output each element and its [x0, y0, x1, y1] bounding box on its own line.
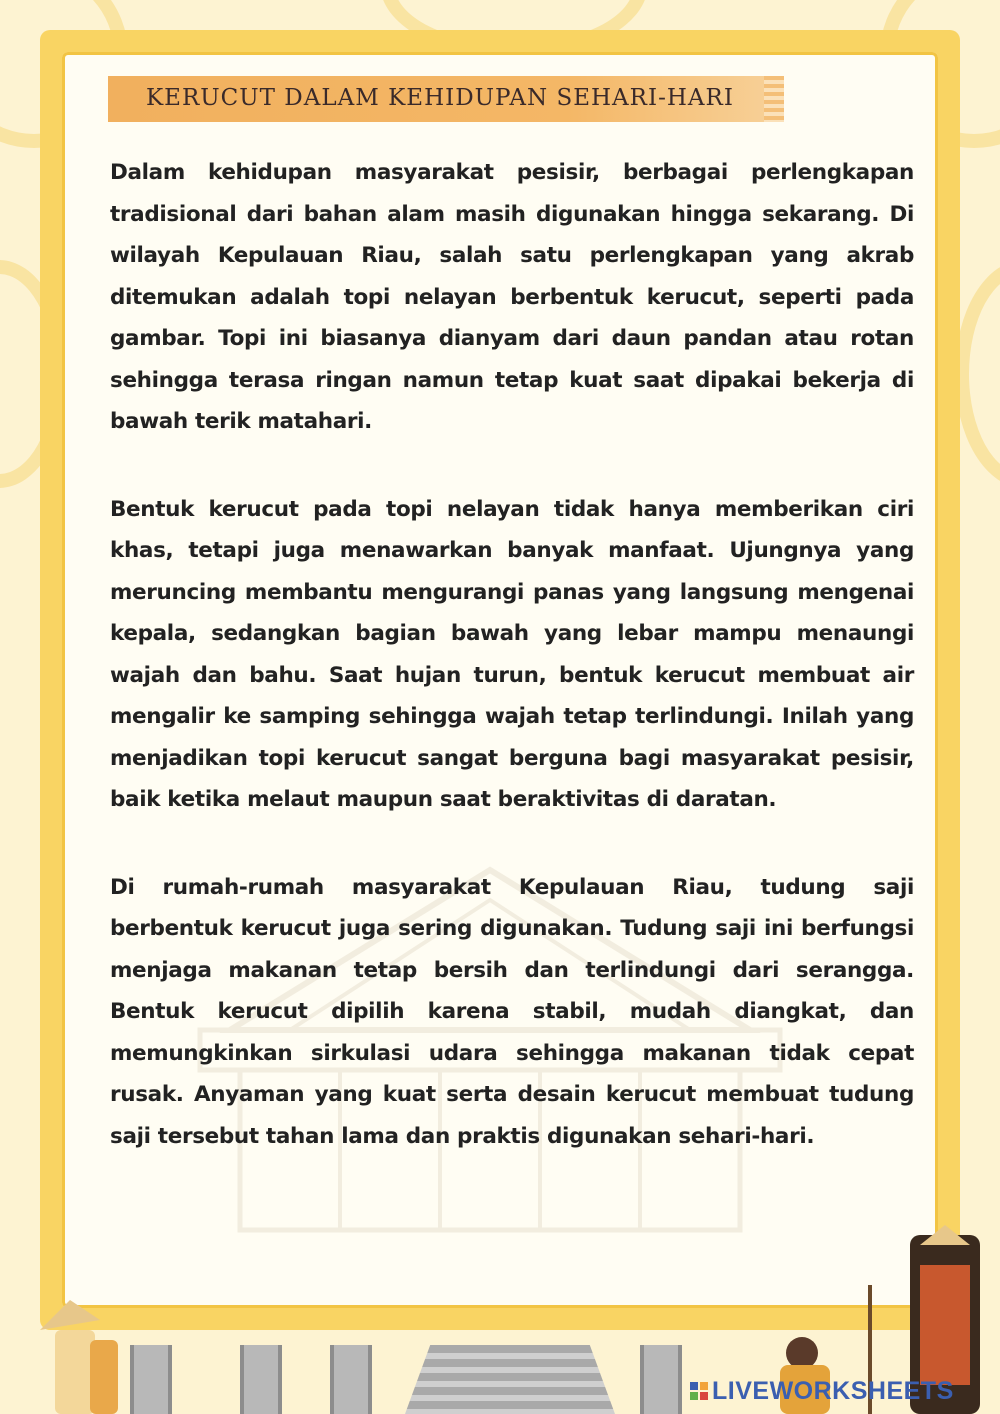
pillar-decoration	[640, 1345, 682, 1414]
brand-name: LIVEWORKSHEETS	[712, 1376, 954, 1405]
page-title: KERUCUT DALAM KEHIDUPAN SEHARI-HARI	[146, 85, 734, 111]
liveworksheets-logo-icon	[690, 1382, 708, 1400]
person-figure-left	[30, 1300, 140, 1414]
ornament-right-mid	[955, 260, 1000, 488]
pillar-decoration	[240, 1345, 282, 1414]
stairs-decoration	[405, 1345, 615, 1414]
pillar-decoration	[330, 1345, 372, 1414]
section-title-banner	[108, 76, 764, 122]
paragraph-fishing-hat: Dalam kehidupan masyarakat pesisir, berbagai perlengkapan tradisional dari bahan alam masih digunakan hingga sekarang. Di wilayah Kepulauan Riau, salah satu perlengkapan yang akrab ditemukan adalah topi nelayan berbentuk kerucut, seperti pada gambar. Topi ini biasanya dianyam dari daun pandan atau rotan sehingga terasa ringan namun tetap kuat saat dipakai bekerja di bawah terik matahari.	[110, 160, 914, 434]
article-body	[110, 152, 914, 1203]
paragraph-cone-benefits: Bentuk kerucut pada topi nelayan tidak hanya memberikan ciri khas, tetapi juga menawarkan banyak manfaat. Ujungnya yang meruncing membantu mengurangi panas yang langsung mengenai kepala, sedangkan bagian bawah yang lebar mampu menaungi wajah dan bahu. Saat hujan turun, bentuk kerucut membuat air mengalir ke samping sehingga wajah tetap terlindungi. Inilah yang menjadikan topi kerucut sangat berguna bagi masyarakat pesisir, baik ketika melaut maupun saat beraktivitas di daratan.	[110, 496, 914, 812]
paragraph-food-cover: Di rumah-rumah masyarakat Kepulauan Riau, tudung saji berbentuk kerucut juga sering digunakan. Tudung saji ini berfungsi menjaga makanan tetap bersih dan terlindungi dari serangga. Bentuk kerucut dipilih karena stabil, mudah diangkat, dan memungkinkan sirkulasi udara sehingga makanan tidak cepat rusak. Anyaman yang kuat serta desain kerucut membuat tudung saji tersebut tahan lama dan praktis digunakan sehari-hari.	[110, 874, 914, 1149]
liveworksheets-logo[interactable]	[690, 1376, 954, 1406]
